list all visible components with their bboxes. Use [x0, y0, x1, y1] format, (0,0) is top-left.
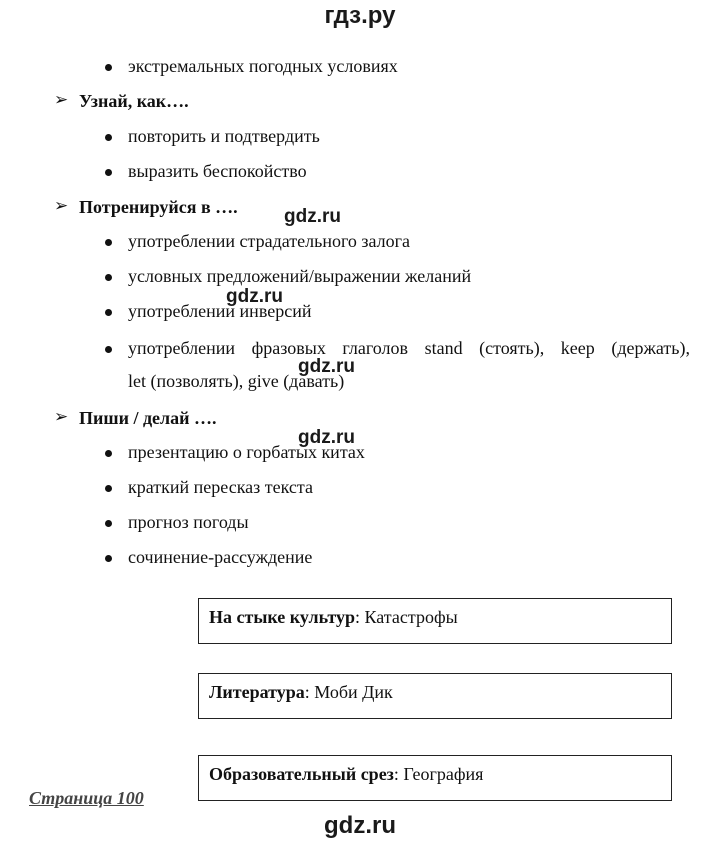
section-heading: Потренируйся в ….	[79, 197, 238, 217]
bullet-item: сочинение-рассуждение	[128, 547, 313, 567]
bullet-dot	[105, 239, 112, 246]
bullet-item: повторить и подтвердить	[128, 126, 320, 146]
bullet-dot	[105, 450, 112, 457]
box-label: На стыке культур	[209, 607, 356, 627]
bullet-dot	[105, 346, 112, 353]
bullet-dot	[105, 64, 112, 71]
page-number: Страница 100	[29, 788, 144, 808]
bullet-item: выразить беспокойство	[128, 161, 307, 181]
bullet-item: экстремальных погодных условиях	[128, 56, 398, 76]
arrow-bullet-icon: ➢	[54, 407, 69, 427]
box-value: : Моби Дик	[304, 682, 393, 702]
watermark-top: гдз.ру	[324, 2, 396, 29]
watermark-bottom: gdz.ru	[324, 812, 396, 839]
bullet-dot	[105, 485, 112, 492]
watermark: gdz.ru	[226, 286, 283, 307]
bullet-dot	[105, 274, 112, 281]
bullet-dot	[105, 555, 112, 562]
section-heading: Пиши / делай ….	[79, 408, 217, 428]
bullet-item-continuation: let (позволять), give (давать)	[128, 371, 345, 391]
bullet-dot	[105, 309, 112, 316]
box-value: : География	[393, 764, 484, 784]
bullet-dot	[105, 169, 112, 176]
section-heading: Узнай, как….	[79, 91, 189, 111]
bullet-dot	[105, 520, 112, 527]
watermark: gdz.ru	[298, 427, 355, 448]
bullet-item: употреблении инверсий	[128, 301, 312, 321]
box-value: : Катастрофы	[355, 607, 458, 627]
bullet-item: употреблении страдательного залога	[128, 231, 411, 251]
bullet-item: условных предложений/выражении желаний	[128, 266, 472, 286]
arrow-bullet-icon: ➢	[54, 90, 69, 110]
box-label: Литература	[209, 682, 305, 702]
bullet-dot	[105, 134, 112, 141]
box-label: Образовательный срез	[209, 764, 394, 784]
arrow-bullet-icon: ➢	[54, 196, 69, 216]
topic-box-literature	[198, 673, 672, 719]
topic-box-culture	[198, 598, 672, 644]
bullet-item: презентацию о горбатых китах	[128, 442, 365, 462]
topic-box-education	[198, 755, 672, 801]
bullet-item: прогноз погоды	[128, 512, 249, 532]
bullet-item: краткий пересказ текста	[128, 477, 313, 497]
bullet-item: употреблении фразовых глаголов stand (стоять), keep (держать),	[128, 338, 690, 358]
watermark: gdz.ru	[284, 206, 341, 227]
watermark: gdz.ru	[298, 356, 355, 377]
